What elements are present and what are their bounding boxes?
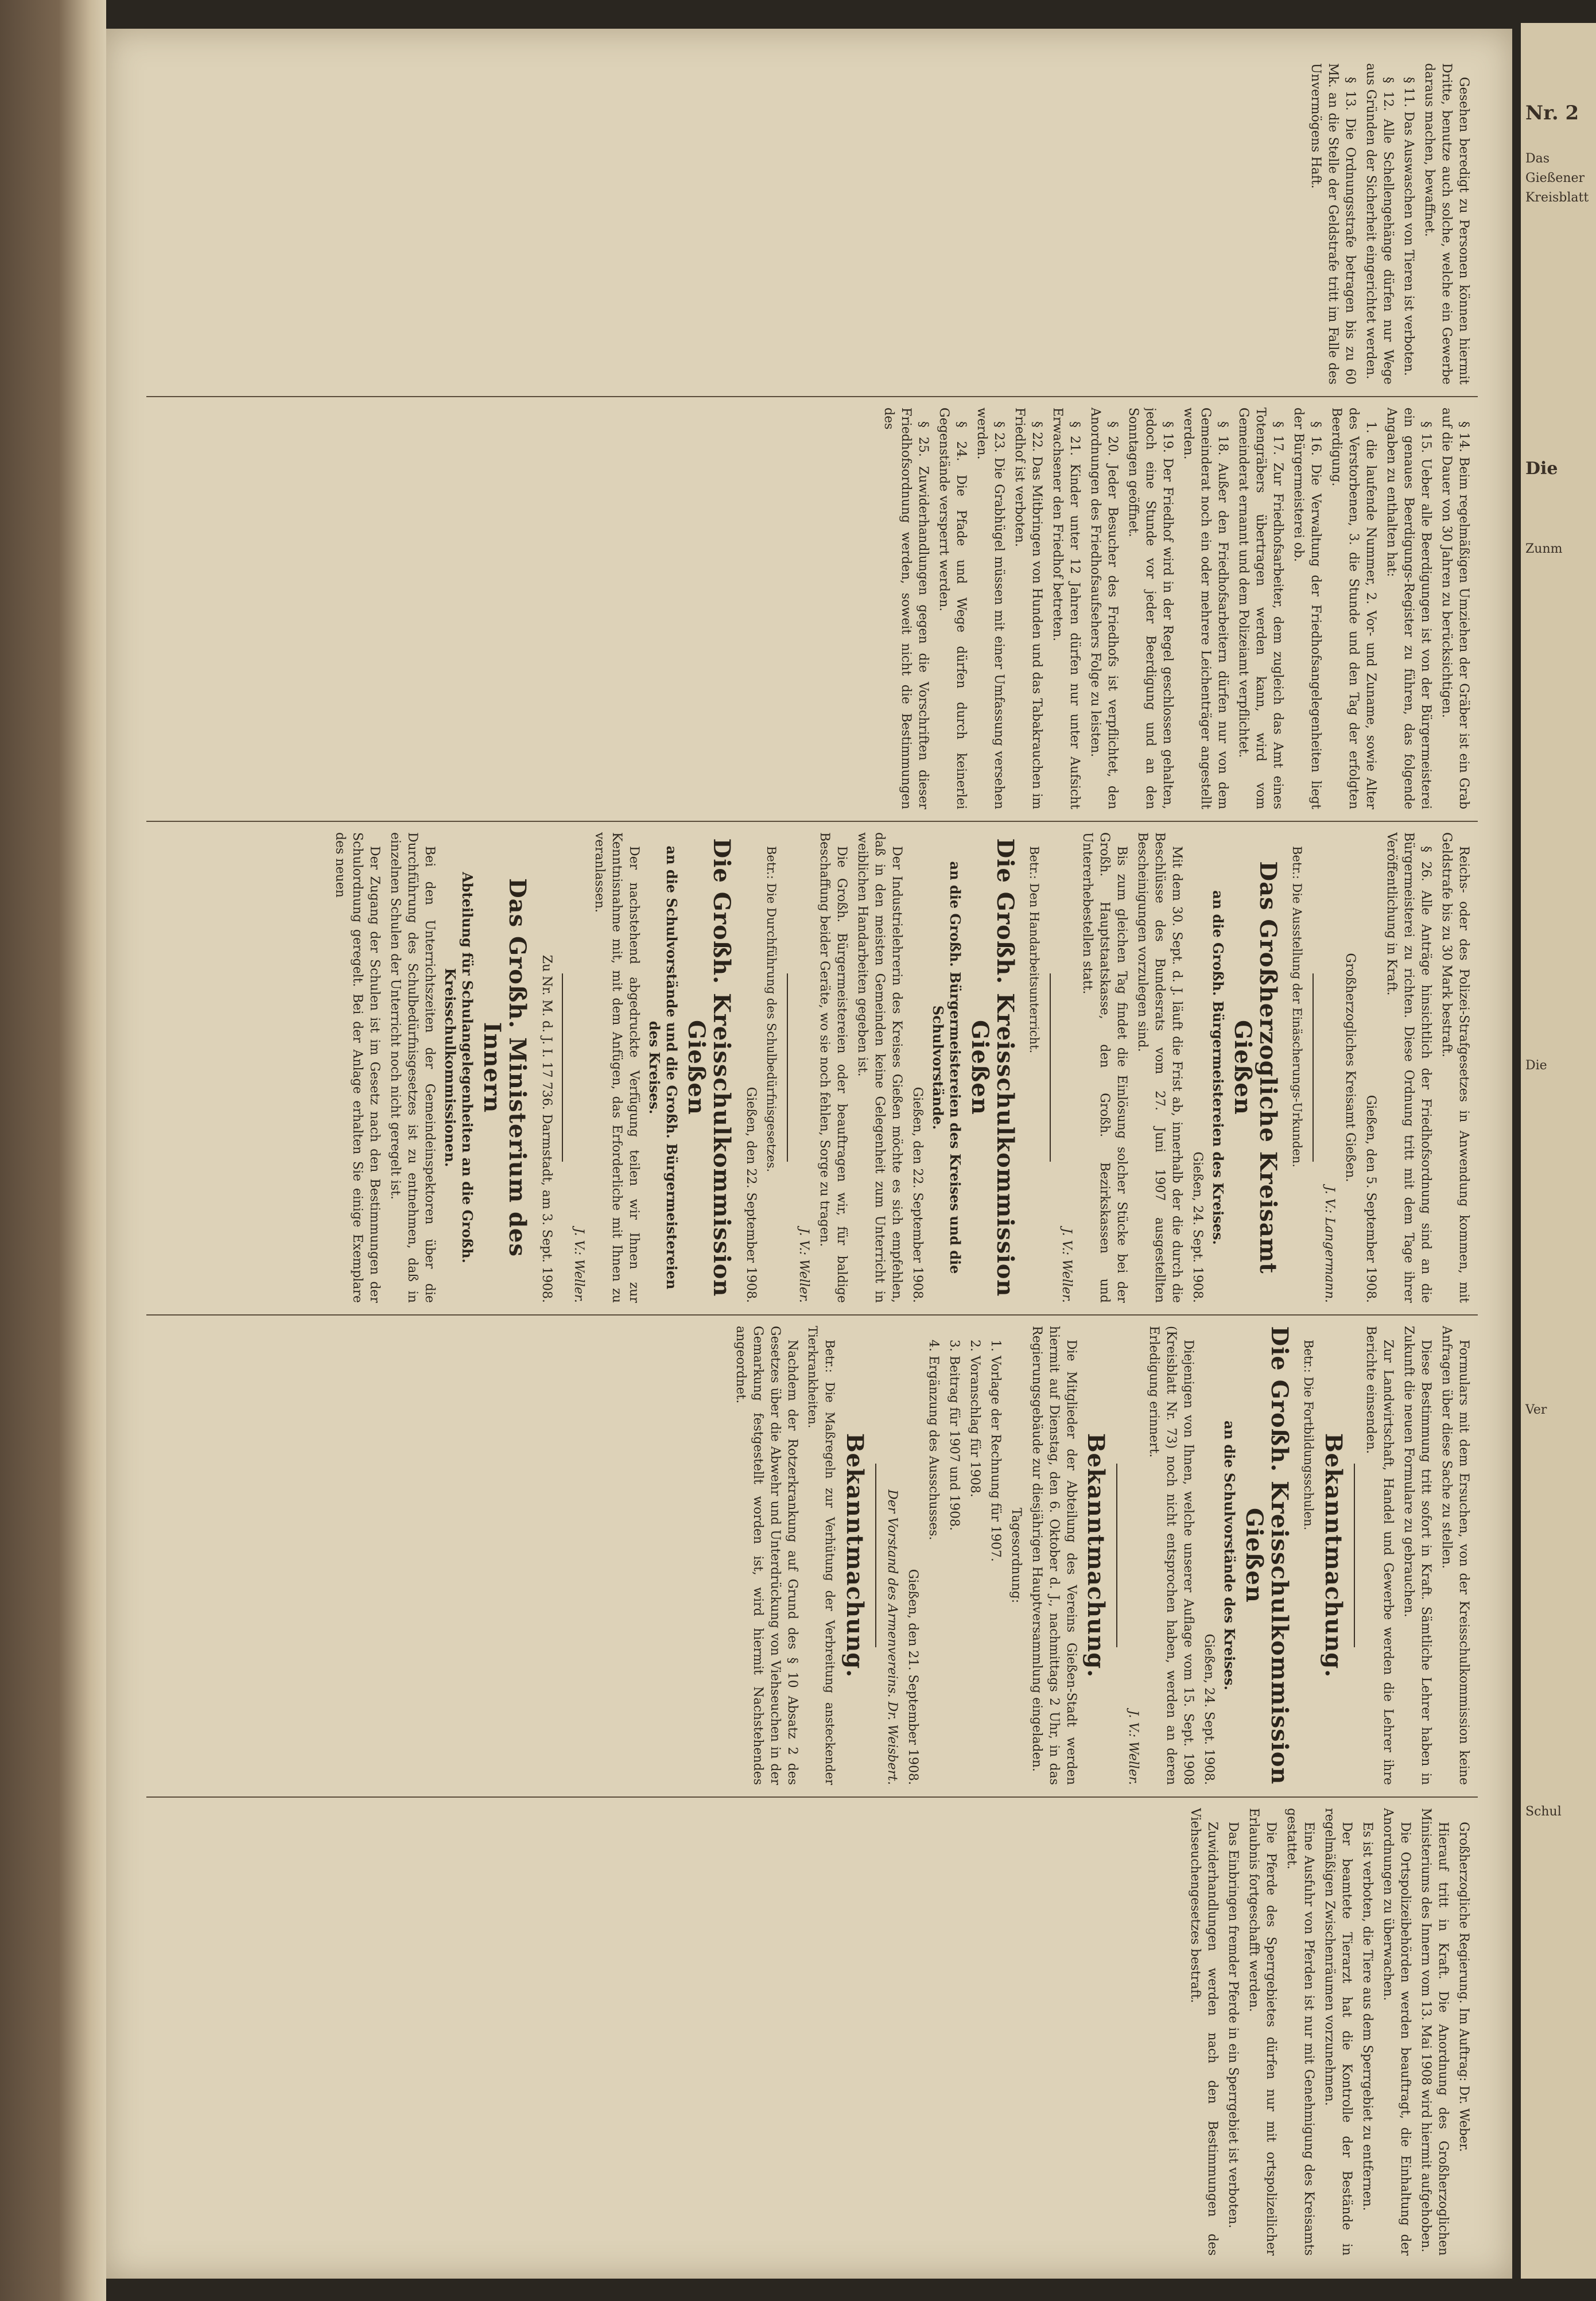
paragraph: § 12. Alle Schellengehänge dürfen nur Wege aus Gründen der Sicherheit eingerichtet werden. (1364, 63, 1395, 385)
column-5 (152, 1808, 1472, 2256)
column-1 (152, 63, 1472, 385)
paragraph: § 26. Alle Anträge hinsichtlich der Friedhofsordnung sind an die Bürgermeisterei zu richten. Diese Ordnung tritt mit dem Tage ihrer Veröffentlichung in Kraft. (1384, 832, 1433, 1303)
paragraph: Zur Landwirtschaft, Handel und Gewerbe werden die Lehrer ihre Berichte einsenden. (1364, 1326, 1395, 1785)
paragraph: § 14. Beim regelmäßigen Umziehen der Gräber ist ein Grab auf die Dauer von 30 Jahren zu berücksichtigen. (1439, 408, 1471, 809)
separator (1116, 1464, 1117, 1647)
separator (875, 1464, 876, 1647)
text-fragment: Schul (1525, 1805, 1562, 1819)
signature: J. V.: Weller. (572, 1228, 586, 1303)
paragraph: § 20. Jeder Besucher des Friedhofs ist verpflichtet, den Anordnungen des Friedhofsaufsehers Folge zu leisten. (1088, 408, 1120, 809)
paragraph: Es ist verboten, die Tiere aus dem Sperrgebiet zu entfernen. (1360, 1822, 1374, 2211)
section-subheading: an die Schulvorstände des Kreises. (1221, 1421, 1238, 1690)
agenda-item: 2. Voranschlag für 1908. (968, 1340, 982, 1497)
paragraph: § 15. Ueber alle Beerdigungen ist von der Bürgermeisterei ein genaues Beerdigungs-Register zu führen, das folgende Angaben zu enthalten hat: (1384, 408, 1433, 809)
place-date: Gießen, den 5. September 1908. (1364, 1095, 1378, 1303)
section-subheading: an die Schulvorstände und die Großh. Bürgermeistereien des Kreises. (646, 845, 680, 1290)
paragraph: § 19. Der Friedhof wird in der Regel geschlossen gehalten, jedoch eine Stunde vor jeder Beerdigung und an den Sonntagen geöffnet. (1126, 408, 1175, 809)
paragraph: § 25. Zuwiderhandlungen gegen die Vorschriften dieser Friedhofsordnung werden, soweit nicht die Bestimmungen des (882, 408, 930, 809)
paragraph: § 22. Das Mitbringen von Hunden und das Tabakrauchen im Friedhof ist verboten. (1012, 408, 1044, 809)
signature: J. V.: Weller. (797, 1228, 811, 1303)
text-fragment: Das Gießener Kreisblatt (1525, 152, 1589, 205)
betreff: Betr.: Die Maßregeln zur Verhütung der Verbreitung ansteckender Tierkrankheiten. (806, 1326, 837, 1785)
paragraph: Bei den Unterrichtszeiten der Gemeindeinspektoren über die Durchführung des Schulbedürfnisgesetzes ist zu entnehmen, daß in einzelnen Schulen der Unterricht noch nicht geregelt ist. (388, 832, 437, 1303)
text-fragment: Die (1525, 1058, 1547, 1073)
section-heading: Die Großh. Kreisschulkommission Gießen (1241, 1326, 1293, 1785)
agenda-item: 4. Ergänzung des Ausschusses. (926, 1340, 941, 1541)
section-subheading: an die Großh. Bürgermeistereien des Kreises. (1210, 890, 1226, 1245)
column-rule (146, 1796, 1478, 1798)
paragraph: Großherzogliche Regierung. Im Auftrag: Dr. Weber. (1457, 1822, 1471, 2152)
section-heading: Die Großh. Kreisschulkommission Gießen (966, 838, 1019, 1297)
section-subheading: Abteilung für Schulangelegenheiten an die Großh. Kreisschulkommissionen. (442, 872, 476, 1263)
paragraph: § 16. Die Verwaltung der Friedhofsangelegenheiten liegt der Bürgermeisterei ob. (1291, 408, 1323, 809)
paragraph: 1. die laufende Nummer, 2. Vor- und Zuname, sowie Alter des Verstorbenen, 3. die Stunde und den Tag der erfolgten Beerdigung. (1329, 408, 1378, 809)
rotated-content (106, 29, 1512, 2279)
paragraph: Der Industrielehrerin des Kreises Gießen möchte es sich empfehlen, daß in den meisten Gemeinden keine Gelegenheit zum Unterricht in weiblichen Handarbeiten gegeben ist. (855, 832, 904, 1303)
paragraph: Zuwiderhandlungen werden nach den Bestimmungen des Viehseuchengesetzes bestraft. (1188, 1808, 1220, 2256)
section-subheading: an die Großh. Bürgermeistereien des Kreises und die Schulvorstände. (930, 861, 964, 1274)
paragraph: Der beamtete Tierarzt hat die Kontrolle der Bestände in regelmäßigen Zwischenräumen vorzunehmen. (1322, 1808, 1354, 2256)
section-heading: Bekanntmachung. (841, 1433, 868, 1678)
book-binding (0, 0, 106, 2301)
agenda-item: 1. Vorlage der Rechnung für 1907. (988, 1340, 1003, 1562)
paragraph: Gesehen beredigt zu Personen können hiermit Dritte, benutze auch solche, welche ein Gewerbe daraus machen, bewaffnet. (1422, 63, 1471, 385)
paragraph: Die Ortspolizeibehörden werden beauftragt, die Einhaltung der Anordnungen zu überwachen. (1381, 1808, 1412, 2256)
newspaper-page (106, 29, 1512, 2279)
betreff: Betr.: Die Durchführung des Schulbedürfnisgesetzes. (764, 846, 778, 1173)
paragraph: § 21. Kinder unter 12 Jahren dürfen nur unter Aufsicht Erwachsener den Friedhof betreten. (1050, 408, 1082, 809)
paragraph: § 11. Das Auswaschen von Tieren ist verboten. (1401, 77, 1416, 377)
paragraph: § 24. Die Pfade und Wege dürfen durch keinerlei Gegenstände versperrt werden. (937, 408, 968, 809)
signature: J. V.: Weller. (1059, 1228, 1074, 1303)
paragraph: Diese Bestimmung tritt sofort in Kraft. Sämtliche Lehrer haben in Zukunft die neuen Formulare zu gebrauchen. (1401, 1326, 1433, 1785)
separator (1354, 1464, 1355, 1647)
paragraph: Die Mitglieder der Abteilung des Vereins Gießen-Stadt werden hiermit auf Dienstag, den 6. Oktober d. J., nachmittags 2 Uhr, in das Regierungsgebäude zur diesjährigen Hauptversammlung eingeladen. (1030, 1326, 1078, 1785)
place-date: Gießen, den 21. September 1908. (906, 1569, 920, 1785)
betreff: Betr.: Die Fortbildungsschulen. (1302, 1340, 1315, 1531)
paragraph: Der nachstehend abgedruckte Verfügung teilen wir Ihnen zur Kenntnisnahme mit, mit dem Anfügen, das Erforderliche mit Ihnen zu veranlassen. (592, 832, 641, 1303)
paragraph: Mit dem 30. Sept. d. J. läuft die Frist ab, innerhalb der die durch die Beschlüsse des Bundesrats vom 27. Juni 1907 ausgestellten Bescheinigungen vorzulegen sind. (1135, 832, 1184, 1303)
paragraph: § 17. Zur Friedhofsarbeiter, dem zugleich das Amt eines Totengräbers übertragen werden kann, wird vom Gemeinderat ernannt und dem Polizeiamt verpflichtet. (1236, 408, 1285, 809)
signature: Der Vorstand des Armenvereins. Dr. Weisbert. (885, 1489, 899, 1785)
paragraph: Nachdem der Rotzerkrankung auf Grund des § 10 Absatz 2 des Gesetzes über die Abwehr und Unterdrückung von Viehseuchen in der Gemarkung festgestellt worden ist, wird hiermit Nachstehendes angeordnet. (733, 1326, 799, 1785)
place-date: Gießen, den 22. September 1908. (744, 1087, 758, 1303)
column-rule (146, 396, 1478, 397)
place-date: Gießen, den 22. September 1908. (910, 1087, 925, 1303)
section-heading: Die Großh. Kreisschulkommission Gießen (683, 838, 735, 1297)
paragraph: Eine Ausfuhr von Pferden ist nur mit Genehmigung des Kreisamts gestattet. (1284, 1808, 1316, 2256)
betreff: Betr.: Den Handarbeitsunterricht. (1027, 846, 1041, 1054)
agenda-item: 3. Beitrag für 1907 und 1908. (947, 1340, 961, 1531)
paragraph: Die Pferde des Sperrgebietes dürfen nur mit ortspolizeilicher Erlaubnis fortgeschafft werden. (1246, 1808, 1278, 2256)
column-2 (152, 408, 1472, 809)
place-date: Gießen, 24. Sept. 1908. (1202, 1633, 1216, 1785)
separator (562, 973, 563, 1162)
separator (1050, 973, 1051, 1162)
paragraph: Bis zum gleichen Tag findet die Einlösung solcher Stücke bei der Großh. Hauptstaatskasse, den Großh. Bezirkskassen und Untererhebestellen statt. (1080, 832, 1129, 1303)
section-heading: Bekanntmachung. (1082, 1433, 1109, 1678)
office-name: Großherzogliches Kreisamt Gießen. (1343, 953, 1357, 1182)
paragraph: Reichs- oder des Polizei-Strafgesetzes in Anwendung kommen, mit Geldstrafe bis zu 30 Mark bestraft. (1439, 832, 1471, 1303)
paragraph: Die Großh. Bürgermeistereien oder beauftragen wir, für baldige Beschaffung beider Geräte, wo sie noch fehlen, Sorge zu tragen. (817, 832, 849, 1303)
paragraph: § 18. Außer den Friedhofsarbeitern dürfen nur von dem Gemeinderat noch ein oder mehrere Leichenträger angestellt werden. (1181, 408, 1230, 809)
signature: J. V.: Langermann. (1322, 1186, 1337, 1303)
paragraph: Hierauf tritt in Kraft. Die Anordnung des Großherzoglichen Ministeriums des Innern vom 13. Mai 1908 wird hiermit aufgehoben. (1419, 1808, 1450, 2256)
paragraph: Der Zugang der Schulen ist im Gesetz nach den Bestimmungen der Schulordnung geregelt. Bei der Anlage erhalten Sie einige Exemplare des neuen (333, 832, 382, 1303)
adjacent-page-sliver (1521, 23, 1596, 2279)
paragraph: Formulars mit dem Ersuchen, von der Kreisschulkommission keine Anfragen über diese Sache zu stellen. (1439, 1326, 1471, 1785)
column-rule (146, 1314, 1478, 1316)
separator (787, 973, 788, 1162)
section-heading: Bekanntmachung. (1320, 1433, 1347, 1678)
separator (1312, 973, 1314, 1162)
paragraph: Das Einbringen fremder Pferde in ein Sperrgebiet ist verboten. (1226, 1822, 1240, 2229)
section-heading: Das Großherzogliche Kreisamt Gießen (1229, 861, 1282, 1274)
paragraph: § 23. Die Grabhügel müssen mit einer Umfassung versehen werden. (974, 408, 1006, 809)
column-rule (146, 821, 1478, 822)
text-fragment: Ver (1525, 1403, 1547, 1417)
text-fragment: Zunm (1525, 542, 1563, 556)
paragraph: § 13. Die Ordnungsstrafe betragen bis zu 60 Mk. an die Stelle der Geldstrafe tritt im Falle des Unvermögens Haft. (1308, 63, 1357, 385)
column-3 (152, 832, 1472, 1303)
column-4 (152, 1326, 1472, 1785)
masthead-fragment: Nr. 2 (1525, 102, 1579, 125)
betreff: Betr.: Die Ausstellung der Einäscherungs-Urkunden. (1290, 846, 1304, 1167)
section-heading: Das Großh. Ministerium des Innern (479, 878, 531, 1258)
place-date: Gießen, 24. Sept. 1908. (1190, 1151, 1205, 1303)
agenda-title: Tagesordnung: (1009, 1507, 1023, 1604)
text-fragment: Die (1525, 459, 1558, 479)
signature: J. V.: Weller. (1126, 1710, 1140, 1785)
place-date: Zu Nr. M. d. J. I. 17 736. Darmstadt, am 3. Sept. 1908. (539, 954, 554, 1303)
paragraph: Diejenigen von Ihnen, welche unserer Auflage vom 15. Sept. 1908 (Kreisblatt Nr. 73) noch nicht entsprochen haben, werden an deren Erledigung erinnert. (1147, 1326, 1195, 1785)
